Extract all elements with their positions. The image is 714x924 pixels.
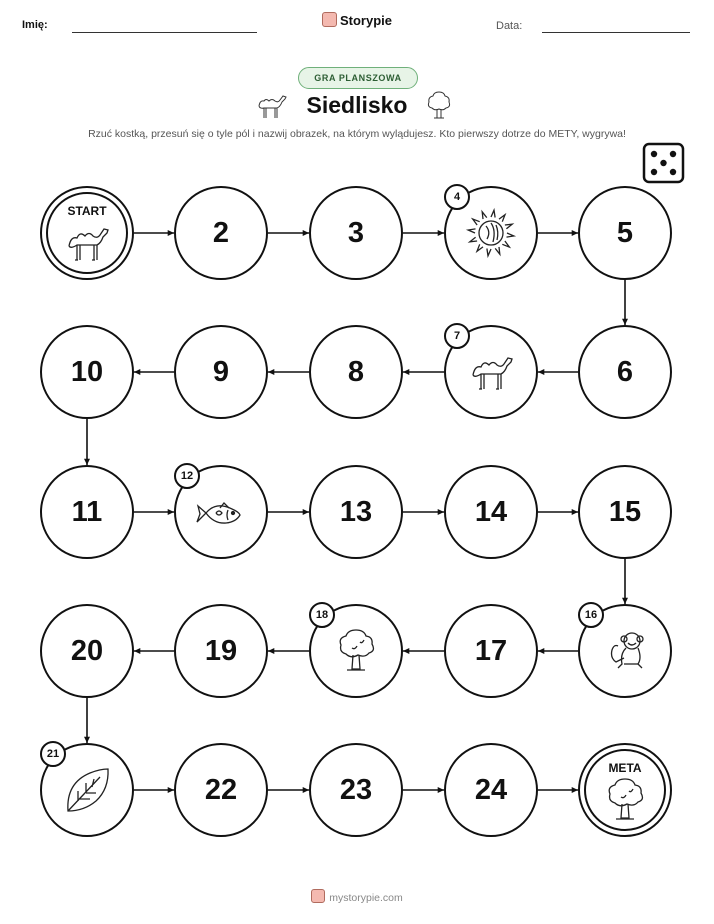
path-arrow [538, 787, 578, 793]
board-space-9 [174, 325, 268, 419]
path-arrow [538, 230, 578, 236]
board-space-23 [309, 743, 403, 837]
finish-label: META [608, 761, 642, 775]
path-arrow [134, 369, 174, 375]
footer-text: mystorypie.com [329, 892, 403, 904]
path-arrow [134, 230, 174, 236]
path-arrow [622, 280, 628, 325]
board-space-14 [444, 465, 538, 559]
space-number: 2 [212, 217, 230, 249]
space-number-badge: 7 [444, 323, 470, 349]
path-arrow [134, 648, 174, 654]
camel-icon [42, 188, 132, 278]
space-number: 9 [212, 356, 230, 388]
path-arrow [84, 698, 90, 743]
board-space-21 [40, 743, 134, 837]
space-number-badge: 21 [40, 741, 66, 767]
path-arrow [84, 419, 90, 465]
space-number: 10 [70, 356, 104, 388]
board-space-15 [578, 465, 672, 559]
board-space-12 [174, 465, 268, 559]
path-arrow [538, 648, 578, 654]
path-arrow [134, 509, 174, 515]
space-number: 15 [608, 496, 642, 528]
board-space-20 [40, 604, 134, 698]
path-arrow [403, 230, 444, 236]
page-title: Siedlisko [306, 92, 408, 118]
space-number: 20 [70, 635, 104, 667]
board-space-18 [309, 604, 403, 698]
space-number: 13 [339, 496, 373, 528]
board-space-10 [40, 325, 134, 419]
path-arrow [622, 559, 628, 604]
path-arrow [134, 787, 174, 793]
instructions: Rzuć kostką, przesuń się o tyle pól i nazwij obrazek, na którym wylądujesz. Kto pierwszy dotrze do METY, wygrywa! [88, 128, 626, 140]
board-space-16 [578, 604, 672, 698]
tree-icon [580, 745, 670, 835]
board-space-19 [174, 604, 268, 698]
board-space-22 [174, 743, 268, 837]
board-space-13 [309, 465, 403, 559]
board-space-7 [444, 325, 538, 419]
board-space-17 [444, 604, 538, 698]
path-arrow [403, 509, 444, 515]
space-number: 11 [71, 496, 103, 528]
path-arrow [268, 787, 309, 793]
space-number: 3 [347, 217, 365, 249]
path-arrow [403, 787, 444, 793]
path-arrow [268, 509, 309, 515]
space-number: 5 [616, 217, 634, 249]
space-number: 6 [616, 356, 634, 388]
board-space-2 [174, 186, 268, 280]
space-number-badge: 12 [174, 463, 200, 489]
board-space-11 [40, 465, 134, 559]
path-arrow [268, 369, 309, 375]
name-label: Imię: [22, 19, 48, 31]
path-arrow [403, 369, 444, 375]
date-label: Data: [496, 20, 523, 32]
brand-text: Storypie [339, 13, 392, 28]
space-number: 22 [204, 774, 238, 806]
space-number: 14 [474, 496, 508, 528]
space-number-badge: 4 [444, 184, 470, 210]
board-space-3 [309, 186, 403, 280]
space-number: 17 [474, 635, 508, 667]
path-arrow [268, 230, 309, 236]
board-space-24 [444, 743, 538, 837]
path-arrow [268, 648, 309, 654]
board-space-1 [40, 186, 134, 280]
board-space-5 [578, 186, 672, 280]
space-number: 19 [204, 635, 238, 667]
space-number-badge: 16 [578, 602, 604, 628]
space-number: 24 [474, 774, 508, 806]
board-space-6 [578, 325, 672, 419]
path-arrow [538, 509, 578, 515]
start-label: START [67, 204, 107, 218]
board-space-25 [578, 743, 672, 837]
space-number-badge: 18 [309, 602, 335, 628]
space-number: 23 [339, 774, 373, 806]
category-badge: GRA PLANSZOWA [298, 67, 418, 89]
footer [0, 889, 714, 904]
board-space-8 [309, 325, 403, 419]
path-arrow [538, 369, 578, 375]
storypie-logo-icon [311, 889, 325, 903]
path-arrow [403, 648, 444, 654]
space-number: 8 [347, 356, 365, 388]
board-space-4 [444, 186, 538, 280]
